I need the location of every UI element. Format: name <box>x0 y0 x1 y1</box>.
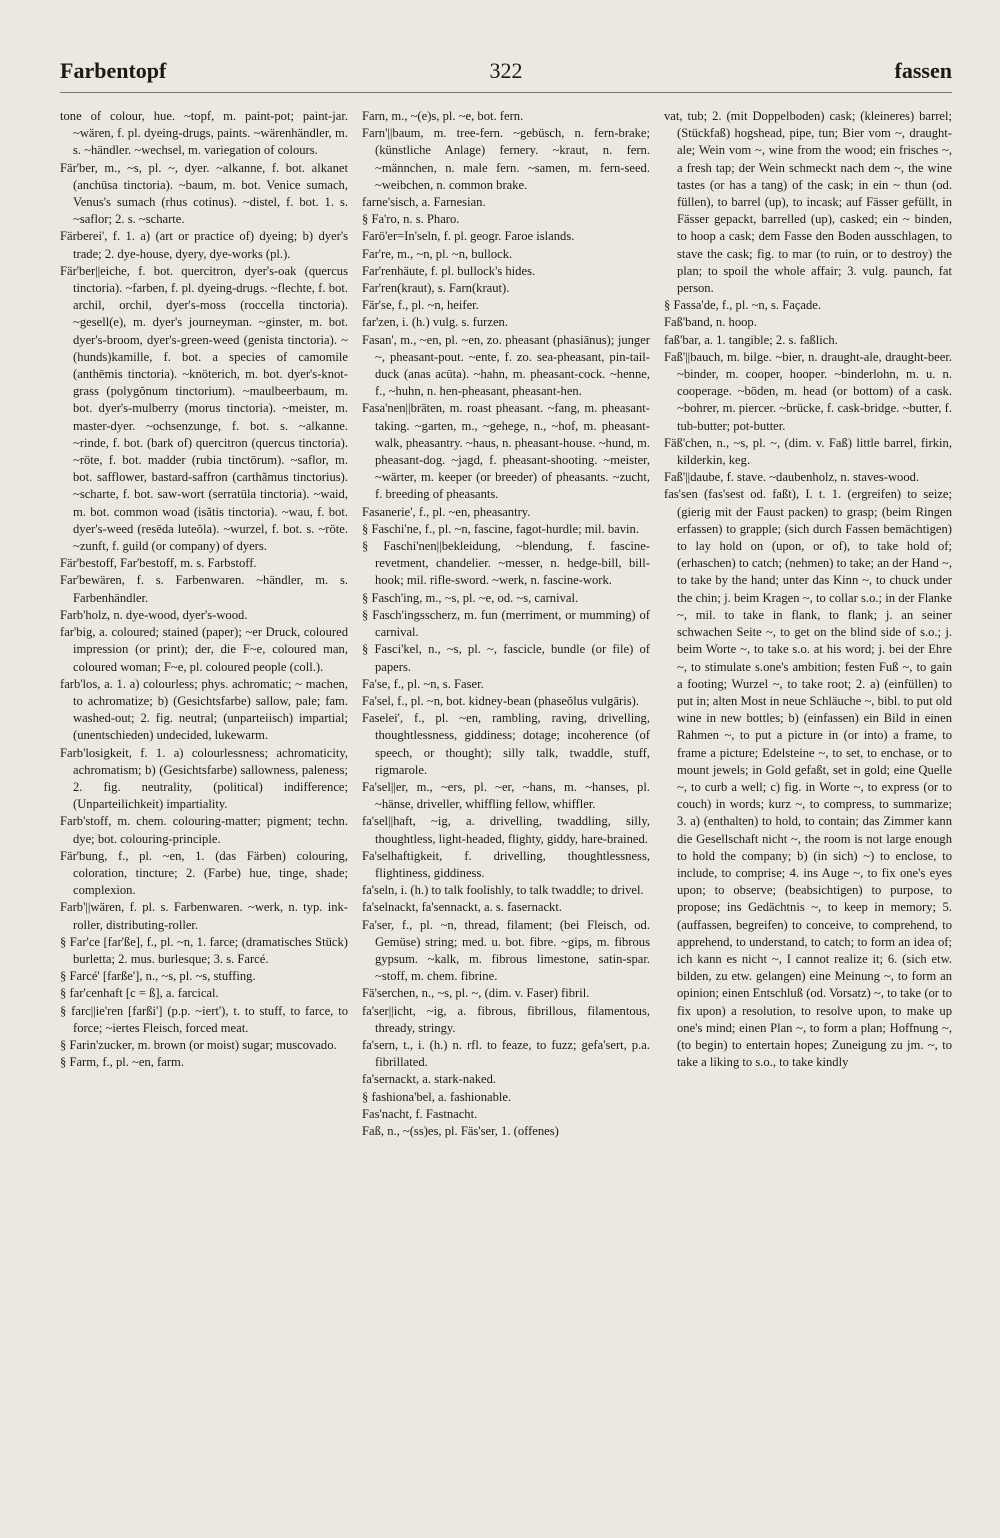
dictionary-entry: Fa'sel||er, m., ~ers, pl. ~er, ~hans, m. ~hanses, pl. ~hänse, driveller, whiffling fellow, whiffler. <box>362 779 650 812</box>
dictionary-entry: Fär'ber||eiche, f. bot. quercitron, dyer's-oak (quercus tinctoria). ~farben, f. pl. dyeing-drugs. ~flechte, f. bot. archil, orchil, dyer's-moss (roccella tinctoria). ~gesell(e), m. dyer's journeyman. ~ginster, m. bot. dyer's-broom, dyer's-green-weed (genista tinctoria). ~(hunds)kamille, f. bot. a species of camomile (anthēmis tinctoria). ~knöterich, m. bot. dyer's-knot-grass (polygŏnum tinctorium). ~maulbeerbaum, m. bot. dyer's-mulberry (morus tinctoria). ~meister, m. master-dyer. ~ochsenzunge, f. bot. s. ~alkanne. ~rinde, f. bot. (bark of) quercitron (quercus tinctoria). ~röte, f. bot. madder (rubia tinctōrum). ~saflor, m. bot. safflower, bastard-saffron (carthămus tinctorius). ~scharte, f. bot. saw-wort (serratūla tinctoria). ~waid, m. bot. common woad (isătis tinctoria). ~wau, f. bot. dyer's-weed (resēda luteŏla). ~wurzel, f. bot. s. ~röte. ~zunft, f. guild (or company) of dyers. <box>60 263 348 554</box>
dictionary-entry: Farb'stoff, m. chem. colouring-matter; pigment; techn. dye; bot. colouring-principle. <box>60 814 348 846</box>
header-rule <box>60 92 952 93</box>
dictionary-entry: Fär'se, f., pl. ~n, heifer. <box>362 298 479 313</box>
dictionary-entry: Faß'||daube, f. stave. ~daubenholz, n. staves-wood. <box>664 470 920 485</box>
dictionary-entry: far'big, a. coloured; stained (paper); ~er Druck, coloured impression (or print); der, die F~e, coloured man, coloured woman; F~e, pl. coloured people (coll.). <box>60 625 348 674</box>
dictionary-entry: Farb'losigkeit, f. 1. a) colourlessness; achromaticity, achromatism; b) (Gesichtsfarbe) sallowness, paleness; 2. fig. neutrality, (political) indifference; (Unparteilichkeit) impartiality. <box>60 745 348 812</box>
dictionary-entry: § Farm, f., pl. ~en, farm. <box>60 1055 184 1070</box>
dictionary-entry: Faß'band, n. hoop. <box>664 315 757 330</box>
dictionary-entry: farb'los, a. 1. a) colourless; phys. achromatic; ~ machen, to achromatize; b) (Gesichtsfarbe) sallow, pale; fam. washed-out; 2. fig. neutral; (unparteiisch) impartial; (unentschieden) undecided, lukewarm. <box>60 676 348 743</box>
dictionary-entry: Faß, n., ~(ss)es, pl. Fäs'ser, 1. (offenes) <box>362 1123 559 1138</box>
dictionary-entry: Farö'er=In'seln, f. pl. geogr. Faroe islands. <box>362 229 575 244</box>
dictionary-entry: Fa'sel, f., pl. ~n, bot. kidney-bean (phaseŏlus vulgāris). <box>362 693 639 708</box>
dictionary-entry: faß'bar, a. 1. tangible; 2. s. faßlich. <box>664 332 838 347</box>
dictionary-entry: Fä'serchen, n., ~s, pl. ~, (dim. v. Faser) fibril. <box>362 986 590 1001</box>
dictionary-entry: § Fa'ro, n. s. Pharo. <box>362 212 460 227</box>
dictionary-entry: Faß'||bauch, m. bilge. ~bier, n. draught-ale, draught-beer. ~binder, m. cooper, hooper. ~binderlohn, m. u. n. cooperage. ~böden, m. head (or bottom) of a cask. ~bohrer, m. piercer. ~brücke, f. cask-bridge. ~butter, f. tub-butter; pot-butter. <box>664 349 952 433</box>
dictionary-entry: § fashiona'bel, a. fashionable. <box>362 1089 512 1104</box>
dictionary-entry: fa'ser||icht, ~ig, a. fibrous, fibrillous, filamentous, thready, stringy. <box>362 1003 650 1035</box>
dictionary-entry: Far'renhäute, f. pl. bullock's hides. <box>362 263 536 278</box>
dictionary-entry: fa'sel||haft, ~ig, a. drivelling, twaddling, silly, thoughtless, light-headed, flighty, giddy, hare-brained. <box>362 814 650 846</box>
dictionary-entry: Färberei', f. 1. a) (art or practice of) dyeing; b) dyer's trade; 2. dye-house, dyery, dye-works (pl.). <box>60 229 348 261</box>
dictionary-entry: Fär'ber, m., ~s, pl. ~, dyer. ~alkanne, f. bot. alkanet (anchūsa tinctoria). ~baum, m. bot. Venice sumach, Venus's sumach (rhus cotinus). ~distel, f. bot. 1. s. ~saflor; 2. s. ~scharte. <box>60 160 348 227</box>
dictionary-entry: § Fasci'kel, n., ~s, pl. ~, fascicle, bundle (or file) of papers. <box>362 642 650 674</box>
dictionary-entry: Fasan', m., ~en, pl. ~en, zo. pheasant (phasiānus); junger ~, pheasant-pout. ~ente, f. zo. sea-pheasant, pin-tail-duck (anas acūta). ~hahn, m. pheasant-cock. ~henne, f., ~huhn, n. hen-pheasant, pheasant-hen. <box>362 332 650 399</box>
dictionary-entry: § far'cenhaft [c = ß], a. farcical. <box>60 986 219 1001</box>
page-number: 322 <box>489 58 523 83</box>
dictionary-entry: § Far'ce [far'ße], f., pl. ~n, 1. farce; (dramatisches Stück) burletta; 2. mus. burlesque; 3. s. Farcé. <box>60 934 348 966</box>
dictionary-entry: fa'seln, i. (h.) to talk foolishly, to talk twaddle; to drivel. <box>362 883 644 898</box>
dictionary-entry: Fa'se, f., pl. ~n, s. Faser. <box>362 676 484 691</box>
running-head-right: fassen <box>894 58 952 83</box>
dictionary-entry: Fa'selhaftigkeit, f. drivelling, thoughtlessness, flightiness, giddiness. <box>362 848 650 880</box>
column-1 <box>60 108 348 1508</box>
dictionary-entry: § Farin'zucker, m. brown (or moist) sugar; muscovado. <box>60 1037 337 1052</box>
dictionary-entry: Fas'nacht, f. Fastnacht. <box>362 1106 478 1121</box>
dictionary-entry: Fasa'nen||bräten, m. roast pheasant. ~fang, m. pheasant-taking. ~garten, m., ~gehege, n., ~hof, m. pheasant-walk, pheasantry. ~haus, n. pheasant-house. ~hund, m. pheasant-dog. ~jagd, f. pheasant-shooting. ~meister, ~wärter, m. keeper (or breeder) of pheasants. ~zucht, f. breeding of pheasants. <box>362 401 650 502</box>
dictionary-entry: § Faschi'nen||bekleidung, ~blendung, f. fascine-revetment, chandelier. ~messer, n. hedge-bill, bill-hook; mil. rifle-sword. ~werk, n. fascine-work. <box>362 539 650 588</box>
dictionary-entry: § farc||ie'ren [farßi'] (p.p. ~iert'), t. to stuff, to farce, to force; ~iertes Fleisch, forced meat. <box>60 1003 348 1035</box>
text-columns <box>60 108 952 1508</box>
page-header <box>60 58 952 94</box>
dictionary-entry: fa'sernackt, a. stark-naked. <box>362 1072 497 1087</box>
dictionary-entry: § Fasch'ing, m., ~s, pl. ~e, od. ~s, carnival. <box>362 590 579 605</box>
dictionary-entry: § Fasch'ingsscherz, m. fun (merriment, or mumming) of carnival. <box>362 607 650 640</box>
dictionary-entry: Fär'bestoff, Far'bestoff, m. s. Farbstoff. <box>60 556 257 571</box>
dictionary-entry: § Faschi'ne, f., pl. ~n, fascine, fagot-hurdle; mil. bavin. <box>362 521 639 536</box>
dictionary-entry: Fasanerie', f., pl. ~en, pheasantry. <box>362 504 531 519</box>
dictionary-entry: fa'sern, t., i. (h.) n. rfl. to feaze, to fuzz; gefa'sert, p.a. fibrillated. <box>362 1037 650 1070</box>
dictionary-entry: Fär'bung, f., pl. ~en, 1. (das Färben) colouring, coloration, tincture; 2. (Farbe) hue, tinge, shade; complexion. <box>60 848 348 898</box>
dictionary-entry: Farb'holz, n. dye-wood, dyer's-wood. <box>60 607 248 622</box>
dictionary-entry: vat, tub; 2. (mit Doppelboden) cask; (kleineres) barrel; (Stückfaß) hogshead, pipe, tun; Bier vom ~, draught-ale; Wein vom ~, wine from the wood; ein frisches ~, a fresh tap; der Wein schmeckt nach dem ~, the wine tastes (or has a tang) of the cask; in ein ~ thun (od. füllen), to barrel (up), to incask; auf Fässer gefüllt, in Fässer gepackt, barrelled (up), casked; ein ~ binden, to hoop a cask; dem Fasse den Boden ausschlagen, to stave the cask; fig. to mar (to ruin, or to destroy) the plan; to spoil the whole affair; 3. vulg. paunch, fat person. <box>664 109 952 296</box>
dictionary-entry: Farn'||baum, m. tree-fern. ~gebüsch, n. fern-brake; (künstliche Anlage) fernery. ~kraut, n. fern. ~männchen, n. male fern. ~samen, m. fern-seed. ~weibchen, n. common brake. <box>362 126 650 192</box>
running-head-left: Farbentopf <box>60 58 167 83</box>
dictionary-entry: Fa'ser, f., pl. ~n, thread, filament; (bei Fleisch, od. Gemüse) string; med. u. bot. fibre. ~gips, m. fibrous gypsum. ~kalk, m. fibrous limestone, satin-spar. ~stoff, m. chem. fibrine. <box>362 917 650 984</box>
dictionary-entry: fa'selnackt, fa'sennackt, a. s. fasernackt. <box>362 900 562 915</box>
dictionary-entry: § Fassa'de, f., pl. ~n, s. Façade. <box>664 298 822 313</box>
dictionary-entry: tone of colour, hue. ~topf, m. paint-pot; paint-jar. ~wären, f. pl. dyeing-drugs, paints. ~wärenhändler, m. s. ~händler. ~wechsel, m. variegation of colours. <box>60 109 348 158</box>
dictionary-entry: far'zen, i. (h.) vulg. s. furzen. <box>362 315 508 330</box>
dictionary-entry: Far'bewären, f. s. Farbenwaren. ~händler, m. s. Farbenhändler. <box>60 573 348 605</box>
dictionary-entry: Farn, m., ~(e)s, pl. ~e, bot. fern. <box>362 109 524 123</box>
dictionary-entry: farne'sisch, a. Farnesian. <box>362 195 486 210</box>
dictionary-entry: § Farcé' [farße'], n., ~s, pl. ~s, stuffing. <box>60 969 256 984</box>
column-3 <box>664 108 952 1508</box>
dictionary-entry: Far'ren(kraut), s. Farn(kraut). <box>362 281 510 296</box>
dictionary-entry: Farb'||wären, f. pl. s. Farbenwaren. ~werk, n. typ. ink-roller, distributing-roller. <box>60 900 348 932</box>
dictionary-entry: fas'sen (fas'sest od. faßt), I. t. 1. (ergreifen) to seize; (gierig mit der Faust packen) to grasp; (beim Ringen erfassen) to grapple; (sich durch Fassen bemächtigen) to lay hold on (upon, or of), to take hold of; (erhaschen) to catch; (nehmen) to take; an der Hand ~, to take by the hand; unter das Kinn ~, to chuck under the chin; j. beim Kragen ~, to collar s.o.; in der Flanke ~, mil. to take in flank, to flank; j. an seiner schwachen Seite ~, to get on the blind side of s.o.; j. beim Worte ~, to take s.o. at his word; j. bei der Ehre ~, to stimulate s.one's ambition; festen Fuß ~, to gain a footing; Wurzel ~, to take root; 2. a) (einfüllen) to put in; alten Most in neue Schläuche ~, bibl. to put old wine in new bottles; b) (einfassen) ein Bild in einen Rahmen ~, to put a picture in (or into) a frame, to frame a picture; Edelsteine ~, to set, to enchase, or to mount jewels; in Gold gefaßt, set in gold; eine Quelle ~, to curb a well; c) fig. in Worte ~, to express (or to couch) in words; kurz ~, to compress, to summarize; 3. a) (enthalten) to hold, to contain; das Zimmer kann die Gesellschaft nicht ~, the room is not large enough to hold the company; b) (in sich) ~) to enclose, to include, to comprise; 4. ins Auge ~, to fix one's eyes upon; to observe; (beabsichtigen) to purpose, to propose; ins Gedächtnis ~, to keep in memory; 5. (auffassen, begreifen) to conceive, to comprehend, to apprehend, to understand, to catch; to form an idea of; ich kann es nicht ~, I cannot realize it; 6. (sich etw. bilden, zu etw. gelangen) eine Meinung ~, to form an opinion; einen Entschluß (od. Vorsatz) ~, to take (or to fix upon) a resolution, to resolve upon, to make up one's mind; einen Plan ~, to form a plan; Hoffnung ~, (to begin) to entertain hopes; Zuneigung zu jm. ~, to take a liking to s.o., to take kindly <box>664 487 952 1070</box>
column-2 <box>362 108 650 1508</box>
dictionary-entry: Faselei', f., pl. ~en, rambling, raving, drivelling, thoughtlessness, giddiness; dotage; incoherence (of speech, or thought); silly talk, twaddle, stuff, rigmarole. <box>362 711 650 777</box>
dictionary-entry: Far're, m., ~n, pl. ~n, bullock. <box>362 246 513 261</box>
dictionary-entry: Fäß'chen, n., ~s, pl. ~, (dim. v. Faß) little barrel, firkin, kilderkin, keg. <box>664 435 952 468</box>
